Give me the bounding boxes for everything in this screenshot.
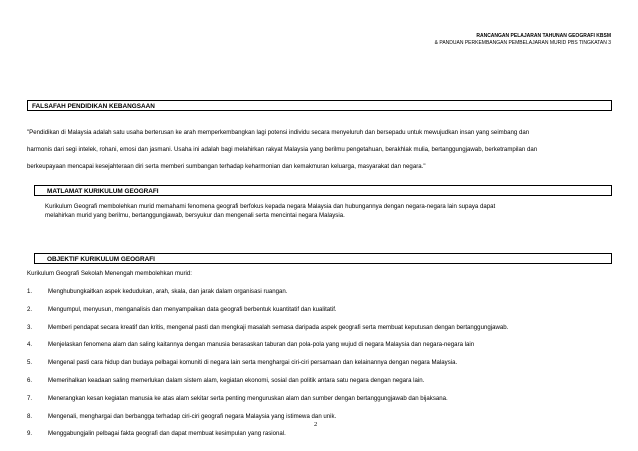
objektif-heading-box xyxy=(34,253,612,264)
matlamat-line: Kurikulum Geografi membolehkan murid memahami fenomena geografi berfokus kepada negara Malaysia dan hubungannya dengan negara-negara lain supaya dapat xyxy=(45,203,496,210)
list-item-text: Mengumpul, menyusun, menganalisis dan menyampaikan data geografi berbentuk kuantitatif dan kualitatif. xyxy=(48,305,337,313)
objektif-heading: OBJEKTIF KURIKULUM GEOGRAFI xyxy=(47,256,155,263)
matlamat-heading-box xyxy=(34,185,612,196)
falsafah-line: berkeupayaan mencapai kesejahteraan diri serta memberi sumbangan terhadap keharmonian dan kemakmuran keluarga, masyarakat dan negara." xyxy=(27,163,426,170)
falsafah-line: "Pendidikan di Malaysia adalah satu usaha berterusan ke arah memperkembangkan lagi potensi individu secara menyeluruh dan bersepadu untuk mewujudkan insan yang seimbang dan xyxy=(27,129,530,136)
falsafah-line: harmonis dari segi intelek, rohani, emosi dan jasmani. Usaha ini adalah bagi melahirkan rakyat Malaysia yang berilmu pengetahuan, berakhlak mulia, bertanggungjawab, berketrampilan dan xyxy=(27,146,538,153)
list-item-number: 5. xyxy=(27,359,33,367)
list-item-text: Menjelaskan fenomena alam dan saling kaitannya dengan manusia berasaskan taburan dan pola-pola yang wujud di negara Malaysia dan negara-negara lain xyxy=(48,341,475,349)
document-header-title: RANCANGAN PELAJARAN TAHUNAN GEOGRAFI KBSM xyxy=(476,33,611,39)
list-item-number: 6. xyxy=(27,376,33,384)
matlamat-line: melahirkan murid yang berilmu, bertanggungjawab, bersyukur dan mengenali serta mencintai negara Malaysia. xyxy=(45,212,345,219)
list-item-text: Memerihalkan keadaan saling memerlukan dalam sistem alam, kegiatan ekonomi, sosial dan politik antara satu negara dengan negara lain. xyxy=(48,376,425,384)
falsafah-paragraph xyxy=(27,124,537,175)
matlamat-heading: MATLAMAT KURIKULUM GEOGRAFI xyxy=(47,188,159,195)
list-item-number: 7. xyxy=(27,394,33,402)
list-item-number: 4. xyxy=(27,341,33,349)
list-item-number: 9. xyxy=(27,430,33,438)
page-number: 2 xyxy=(314,421,318,428)
list-item-text: Menggabungjalin pelbagai fakta geografi dan dapat membuat kesimpulan yang rasional. xyxy=(48,430,286,438)
matlamat-paragraph xyxy=(45,202,495,220)
list-item-text: Mengenali, menghargai dan berbangga terhadap ciri-ciri geografi negara Malaysia yang istimewa dan unik. xyxy=(48,412,337,420)
falsafah-heading: FALSAFAH PENDIDIKAN KEBANGSAAN xyxy=(32,103,155,110)
list-item-text: Menghubungkaitkan aspek kedudukan, arah, skala, dan jarak dalam organisasi ruangan. xyxy=(48,288,288,295)
falsafah-heading-box xyxy=(27,100,612,111)
list-item-text: Memberi pendapat secara kreatif dan kritis, mengenal pasti dan mengkaji masalah semasa daripada aspek geografi serta membuat keputusan dengan bertanggungjawab. xyxy=(48,323,509,331)
list-item-number: 3. xyxy=(27,323,33,331)
list-item-number: 1. xyxy=(27,288,33,295)
objektif-intro: Kurikulum Geografi Sekolah Menengah membolehkan murid: xyxy=(27,270,192,277)
list-item-number: 8. xyxy=(27,412,33,420)
list-item-text: Menerangkan kesan kegiatan manusia ke atas alam sekitar serta penting menguruskan alam dan sumber dengan bertanggungjawab dan bijaksana. xyxy=(48,394,448,402)
list-item-text: Mengenal pasti cara hidup dan budaya pelbagai komuniti di negara lain serta menghargai ciri-ciri persamaan dan kelainannya dengan negara Malaysia. xyxy=(48,359,458,367)
list-item-number: 2. xyxy=(27,305,33,313)
document-header-subtitle: & PANDUAN PERKEMBANGAN PEMBELAJARAN MURID PBS TINGKATAN 3 xyxy=(434,40,611,46)
